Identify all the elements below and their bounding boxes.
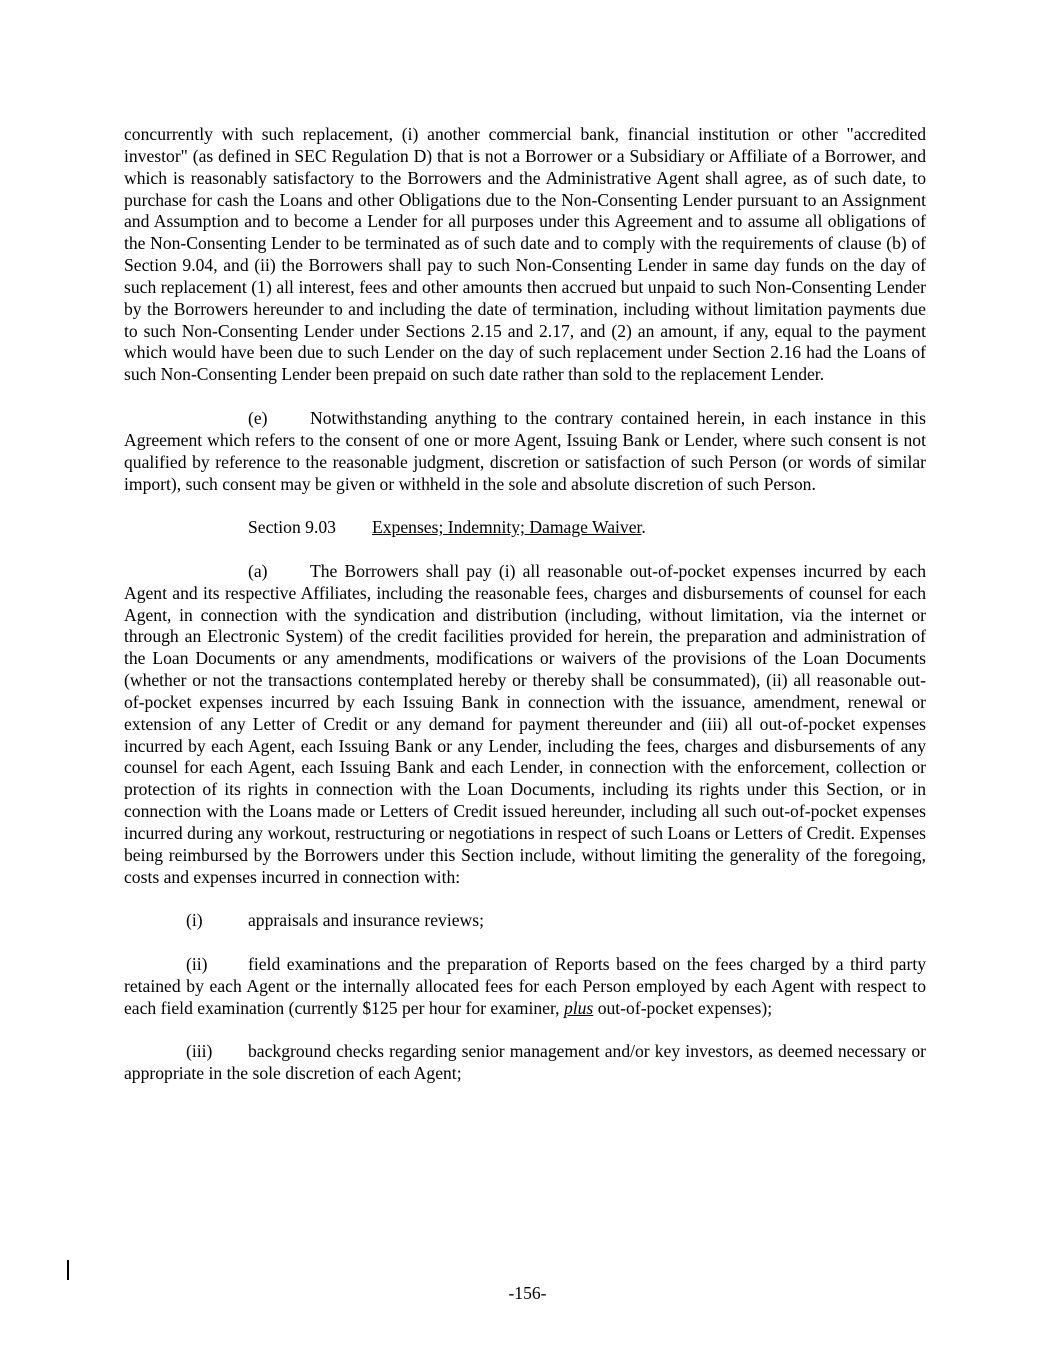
item-text-i: appraisals and insurance reviews;: [248, 910, 484, 931]
item-label-ii: (ii): [186, 954, 208, 975]
revision-change-bar: [67, 1260, 69, 1280]
section-title: Expenses; Indemnity; Damage Waiver: [372, 517, 642, 538]
clause-text-a: The Borrowers shall pay (i) all reasonable out-of-pocket expenses incurred by each Agent and its respective Affiliates, including the reasonable fees, charges and disbursements of counsel for each Agent, in connection with the syndication and distribution (including, without limitation, via the internet or through an Electronic System) of the credit facilities provided for herein, the preparation and administration of the Loan Documents or any amendments, modifications or waivers of the provisions of the Loan Documents (whether or not the transactions contemplated hereby or thereby shall be consummated), (ii) all reasonable out-of-pocket expenses incurred by each Issuing Bank in connection with the issuance, amendment, renewal or extension of any Letter of Credit or any demand for payment thereunder and (iii) all out-of-pocket expenses incurred by each Agent, each Issuing Bank or any Lender, including the fees, charges and disbursements of any counsel for each Agent, each Issuing Bank and each Lender, in connection with the enforcement, collection or protection of its rights in connection with the Loan Documents, including its rights under this Section, or in connection with the Loans made or Letters of Credit issued hereunder, including all such out-of-pocket expenses incurred during any workout, restructuring or negotiations in respect of such Loans or Letters of Credit. Expenses being reimbursed by the Borrowers under this Section include, without limiting the generality of the foregoing, costs and expenses incurred in connection with:: [124, 560, 926, 887]
paragraph-iii: [124, 1041, 926, 1085]
clause-label-a: (a): [248, 560, 268, 581]
item-text-iii: background checks regarding senior management and/or key investors, as deemed necessary or appropriate in the sole discretion of each Agent;: [124, 1041, 926, 1084]
paragraph-i: [124, 910, 926, 932]
section-title-period: .: [641, 517, 646, 538]
item-text-ii-before: field examinations and the preparation of Reports based on the fees charged by a third party retained by each Agent or the internally allocated fees for each Person employed by each Agent with respect to each field examination (currently $125 per hour for examiner,: [124, 954, 926, 1018]
item-text-ii-plus: plus: [563, 997, 594, 1018]
document-page: [124, 124, 926, 1107]
paragraph-continuation: concurrently with such replacement, (i) another commercial bank, financial institution or other "accredited investor" (as defined in SEC Regulation D) that is not a Borrower or a Subsidiary or Affiliate of a Borrower, and which is reasonably satisfactory to the Borrowers and the Administrative Agent shall agree, as of such date, to purchase for cash the Loans and other Obligations due to the Non-Consenting Lender pursuant to an Assignment and Assumption and to become a Lender for all purposes under this Agreement and to assume all obligations of the Non-Consenting Lender to be terminated as of such date and to comply with the requirements of clause (b) of Section 9.04, and (ii) the Borrowers shall pay to such Non-Consenting Lender in same day funds on the day of such replacement (1) all interest, fees and other amounts then accrued but unpaid to such Non-Consenting Lender by the Borrowers hereunder to and including the date of termination, including without limitation payments due to such Non-Consenting Lender under Sections 2.15 and 2.17, and (2) an amount, if any, equal to the payment which would have been due to such Lender on the day of such replacement under Section 2.16 had the Loans of such Non-Consenting Lender been prepaid on such date rather than sold to the replacement Lender.: [124, 124, 926, 385]
section-heading: [124, 517, 926, 539]
page-number: -156-: [508, 1283, 547, 1303]
clause-text-e: Notwithstanding anything to the contrary contained herein, in each instance in this Agreement which refers to the consent of one or more Agent, Issuing Bank or Lender, where such consent is not qualified by reference to the reasonable judgment, discretion or satisfaction of such Person (or words of similar import), such consent may be given or withheld in the sole and absolute discretion of such Person.: [124, 407, 926, 494]
section-number: Section 9.03: [248, 517, 336, 538]
item-label-i: (i): [186, 910, 203, 931]
paragraph-e: [124, 408, 926, 495]
item-label-iii: (iii): [186, 1041, 213, 1062]
paragraph-ii: [124, 954, 926, 1020]
item-text-ii-after: out-of-pocket expenses);: [597, 997, 773, 1018]
clause-label-e: (e): [248, 407, 268, 428]
paragraph-a: [124, 561, 926, 889]
